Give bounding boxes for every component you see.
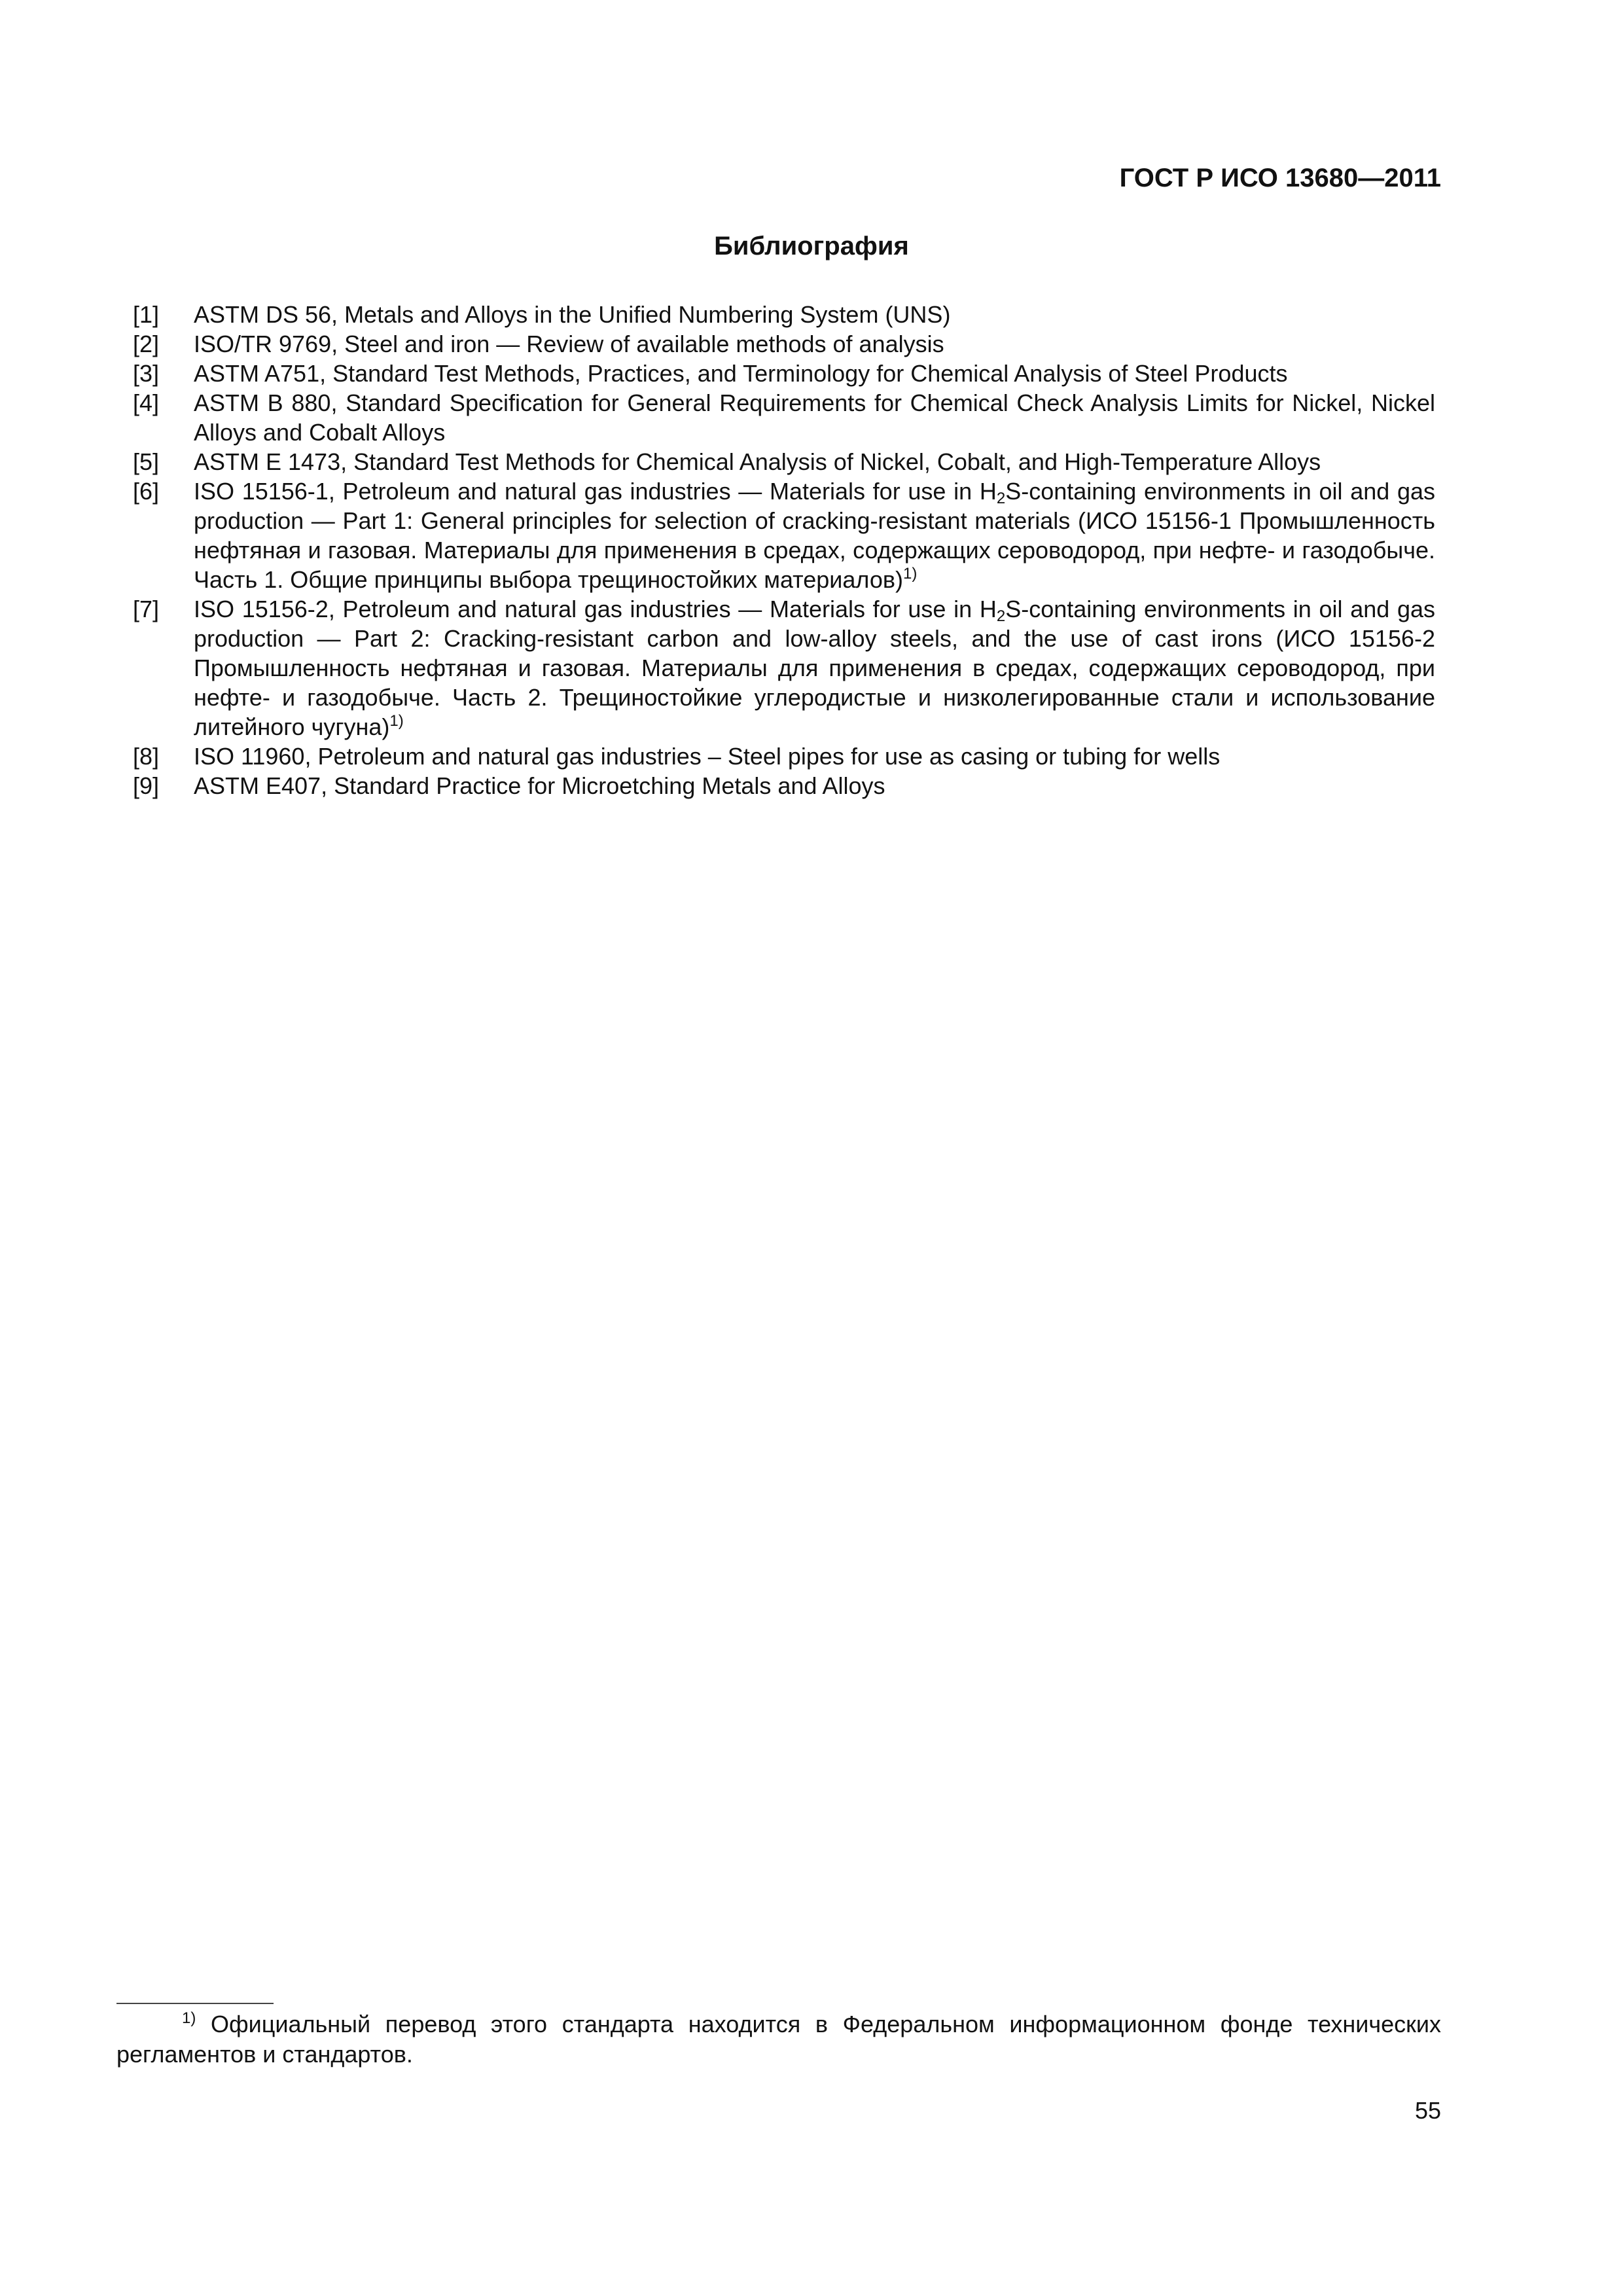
footnote-text: Официальный перевод этого стандарта находится в Федеральном информационном фонде технических регламентов и стандартов. bbox=[116, 2011, 1441, 2068]
reference-text: ASTM E407, Standard Practice for Microetching Metals and Alloys bbox=[194, 772, 885, 799]
list-item bbox=[133, 388, 1435, 447]
reference-text-part: ISO 15156-1, Petroleum and natural gas industries — Materials for use in H bbox=[194, 478, 997, 505]
reference-text bbox=[194, 476, 1435, 594]
reference-text: ISO/TR 9769, Steel and iron — Review of available methods of analysis bbox=[194, 331, 944, 357]
footnote-marker: 1) bbox=[389, 712, 404, 730]
reference-text: ASTM E 1473, Standard Test Methods for Chemical Analysis of Nickel, Cobalt, and High-Temperature Alloys bbox=[194, 448, 1321, 475]
page-title: Библиография bbox=[714, 232, 909, 260]
list-item bbox=[133, 594, 1435, 742]
reference-text: ASTM DS 56, Metals and Alloys in the Unified Numbering System (UNS) bbox=[194, 301, 951, 328]
reference-number: [6] bbox=[133, 478, 160, 505]
subscript: 2 bbox=[996, 490, 1006, 507]
reference-number: [3] bbox=[133, 360, 160, 387]
reference-text: ASTM A751, Standard Test Methods, Practices, and Terminology for Chemical Analysis of Steel Products bbox=[194, 360, 1288, 387]
reference-number: [5] bbox=[133, 448, 160, 475]
reference-text: ISO 11960, Petroleum and natural gas industries – Steel pipes for use as casing or tubing for wells bbox=[194, 743, 1221, 770]
footnote-marker: 1) bbox=[902, 565, 918, 583]
page-number: 55 bbox=[1414, 2097, 1441, 2124]
footnote-divider bbox=[116, 2003, 274, 2004]
bibliography-list bbox=[133, 300, 1435, 800]
reference-number: [9] bbox=[133, 772, 160, 799]
list-item bbox=[133, 329, 1435, 359]
reference-number: [8] bbox=[133, 743, 160, 770]
subscript: 2 bbox=[996, 607, 1006, 625]
reference-text-part: S-containing environments in oil and gas production — Part 2: Cracking-resistant carbon and low-alloy steels, and the use of cast irons (ИСО 15156-2 Промышленность нефтяная и газовая. Материалы для применения в средах, содержащих сероводород, при нефте- и газодобыче. Часть 2. Трещиностойкие углеродистые и низколегированные стали и использование литейного чугуна) bbox=[194, 596, 1435, 740]
document-code: ГОСТ Р ИСО 13680—2011 bbox=[1119, 164, 1441, 192]
list-item bbox=[133, 742, 1435, 771]
reference-text: ASTM B 880, Standard Specification for General Requirements for Chemical Check Analysis Limits for Nickel, Nickel Alloys and Cobalt Alloys bbox=[194, 389, 1435, 446]
reference-number: [4] bbox=[133, 389, 160, 416]
reference-text bbox=[194, 594, 1435, 742]
reference-number: [2] bbox=[133, 331, 160, 357]
footnote bbox=[116, 2009, 1441, 2070]
footnote-marker: 1) bbox=[182, 2009, 196, 2027]
reference-text-part: ISO 15156-2, Petroleum and natural gas industries — Materials for use in H bbox=[194, 596, 997, 622]
list-item bbox=[133, 771, 1435, 800]
list-item bbox=[133, 476, 1435, 594]
reference-number: [1] bbox=[133, 301, 160, 328]
reference-number: [7] bbox=[133, 596, 160, 622]
list-item bbox=[133, 447, 1435, 476]
list-item bbox=[133, 300, 1435, 329]
list-item bbox=[133, 359, 1435, 388]
reference-text-part: S-containing environments in oil and gas production — Part 1: General principles for selection of cracking-resistant materials (ИСО 15156-1 Промышленность нефтяная и газовая. Материалы для применения в средах, содержащих сероводород, при нефте- и газодобыче. Часть 1. Общие принципы выбора трещиностойких материалов) bbox=[194, 478, 1435, 593]
